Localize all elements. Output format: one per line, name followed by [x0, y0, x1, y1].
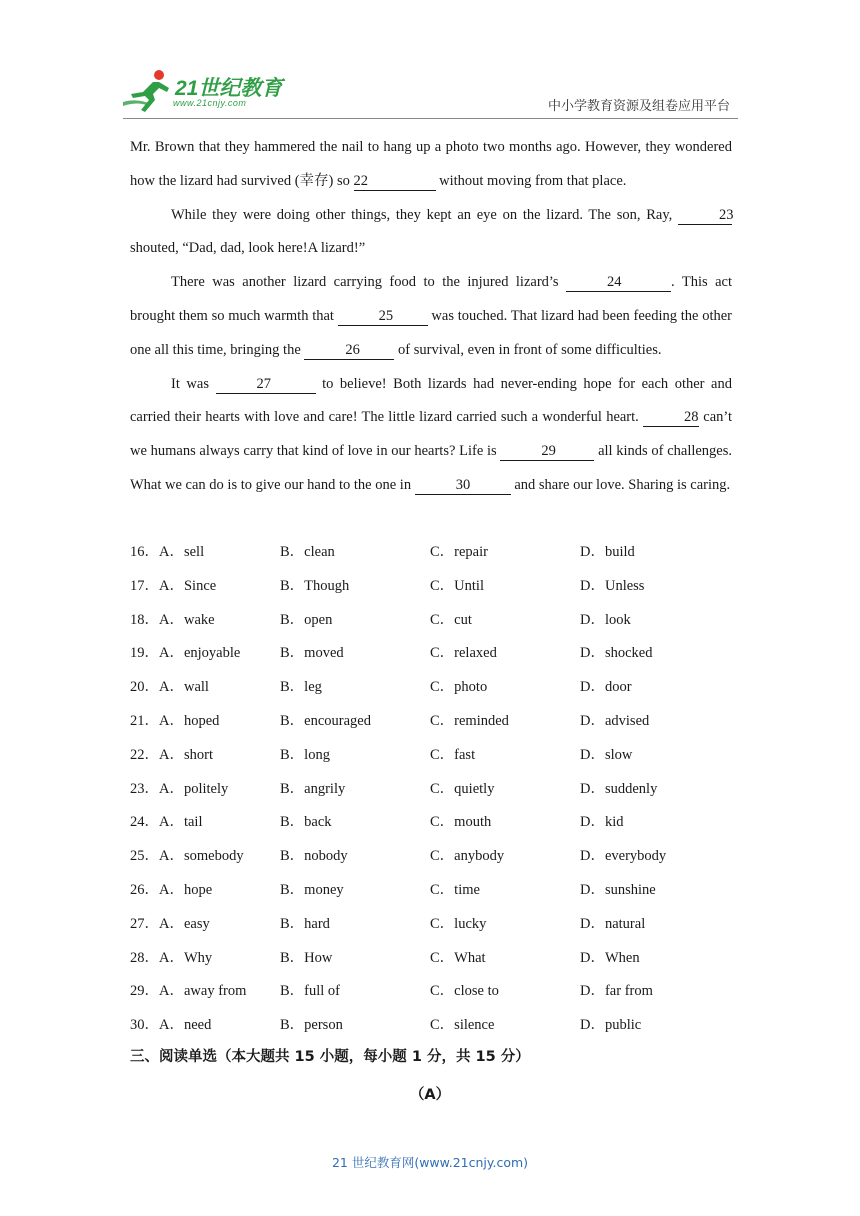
text: of survival, even in front of some difficulties. [394, 341, 662, 358]
question-row [130, 536, 732, 570]
question-option-b: B．money [280, 881, 344, 898]
text: can’t we humans always carry that kind of love in our hearts? Life is [130, 409, 733, 460]
runner-icon [123, 68, 175, 114]
question-options [130, 536, 732, 1043]
question-option-a: 24．A．tail [130, 814, 203, 831]
question-option-d: D．suddenly [580, 780, 658, 797]
question-option-b: B．open [280, 611, 333, 628]
question-option-a: 28．A．Why [130, 949, 213, 966]
question-option-c: C．Until [430, 577, 484, 594]
question-option-c: C．time [430, 881, 480, 898]
question-row [130, 637, 732, 671]
text: It was [171, 375, 216, 392]
question-option-a: 25．A．somebody [130, 848, 244, 865]
question-row [130, 874, 732, 908]
blank-23: 23 [678, 206, 732, 225]
question-row [130, 1009, 732, 1043]
logo-url: www.21cnjy.com [173, 98, 247, 108]
question-option-a: 16．A．sell [130, 544, 205, 560]
question-row [130, 773, 732, 807]
question-option-c: C．silence [430, 1017, 495, 1034]
question-option-d: D．natural [580, 915, 646, 932]
text: There was another lizard carrying food to the injured lizard’s [171, 274, 567, 291]
question-option-c: C．What [430, 949, 486, 966]
question-option-b: B．clean [280, 544, 335, 560]
question-option-d: D．public [580, 1017, 642, 1034]
text: all kinds of challenges. What we can do is to give our hand to the one in [130, 443, 733, 493]
question-option-b: B．nobody [280, 848, 348, 865]
section-subtitle: （A） [409, 1087, 451, 1103]
text: without moving from that place. [435, 172, 627, 189]
question-option-d: D．slow [580, 746, 633, 763]
passage [130, 131, 732, 503]
question-option-a: 21．A．hoped [130, 712, 220, 729]
question-option-a: 20．A．wall [130, 679, 209, 696]
logo [123, 68, 303, 118]
text: to believe! Both lizards had never-ending hope for each other and carried their hearts with love and care! The little lizard carried such a wonderful heart. [130, 375, 732, 426]
page-header [0, 0, 860, 125]
question-option-c: C．lucky [430, 915, 487, 932]
blank-26: 26 [304, 341, 394, 360]
question-option-d: D．sunshine [580, 881, 656, 898]
blank-27: 27 [216, 375, 316, 394]
question-option-d: D．door [580, 679, 632, 696]
question-option-b: B．long [280, 746, 330, 763]
question-option-a: 23．A．politely [130, 780, 229, 797]
question-row [130, 908, 732, 942]
question-row [130, 975, 732, 1009]
question-row [130, 806, 732, 840]
question-row [130, 840, 732, 874]
question-row [130, 671, 732, 705]
question-row [130, 739, 732, 773]
question-option-a: 26．A．hope [130, 881, 213, 898]
question-option-c: C．fast [430, 746, 476, 763]
question-option-d: D．shocked [580, 645, 653, 662]
question-option-c: C．reminded [430, 712, 509, 729]
question-row [130, 942, 732, 976]
question-option-d: D．When [580, 949, 640, 966]
question-option-b: B．Though [280, 577, 350, 594]
paragraph-4 [130, 368, 732, 503]
question-option-b: B．encouraged [280, 712, 371, 729]
blank-29: 29 [500, 442, 594, 461]
paragraph-1 [130, 131, 732, 199]
paragraph-3 [130, 266, 732, 367]
question-option-b: B．How [280, 949, 333, 966]
paragraph-2 [130, 199, 732, 267]
question-option-d: D．kid [580, 814, 624, 831]
question-option-b: B．moved [280, 645, 344, 662]
section-title: 三、阅读单选（本大题共 15 小题，每小题 1 分，共 15 分） [130, 1049, 530, 1065]
blank-30: 30 [415, 476, 511, 495]
question-option-c: C．quietly [430, 780, 495, 797]
platform-title: 中小学教育资源及组卷应用平台 [547, 99, 730, 114]
question-row [130, 570, 732, 604]
question-option-c: C．cut [430, 611, 472, 628]
blank-24: 24 [566, 273, 671, 292]
question-option-d: D．look [580, 611, 631, 628]
question-option-c: C．relaxed [430, 645, 497, 662]
question-option-a: 17．A．Since [130, 577, 217, 594]
question-option-d: D．advised [580, 712, 650, 729]
question-option-a: 27．A．easy [130, 915, 210, 932]
question-option-c: C．photo [430, 679, 488, 696]
logo-text: 21世纪教育 [175, 77, 283, 100]
question-option-b: B．back [280, 814, 332, 831]
text: . This act brought them so much warmth that [130, 274, 732, 324]
question-option-d: D．Unless [580, 577, 645, 594]
question-row [130, 705, 732, 739]
question-option-a: 29．A．away from [130, 983, 247, 1000]
question-option-b: B．hard [280, 915, 330, 932]
text: was touched. That lizard had been feeding the other one all this time, bringing the [130, 307, 732, 358]
question-option-d: D．everybody [580, 848, 667, 865]
question-option-c: C．anybody [430, 848, 505, 865]
question-option-b: B．full of [280, 983, 341, 1000]
question-option-c: C．repair [430, 544, 488, 560]
blank-28: 28 [643, 408, 699, 427]
question-option-a: 19．A．enjoyable [130, 645, 241, 662]
header-divider [123, 118, 738, 119]
question-option-b: B．leg [280, 679, 322, 696]
question-option-b: B．angrily [280, 780, 346, 797]
question-option-d: D．build [580, 544, 635, 560]
question-option-b: B．person [280, 1017, 343, 1034]
blank-25: 25 [338, 307, 428, 326]
question-option-c: C．mouth [430, 814, 492, 831]
question-option-a: 22．A．short [130, 746, 213, 763]
question-row [130, 604, 732, 638]
question-option-a: 30．A．need [130, 1017, 212, 1034]
text: and share our love. Sharing is caring. [510, 476, 731, 493]
question-option-a: 18．A．wake [130, 611, 215, 628]
text: shouted, “Dad, dad, look here!A lizard!” [130, 240, 366, 257]
question-option-d: D．far from [580, 983, 653, 1000]
question-option-c: C．close to [430, 983, 499, 1000]
text: While they were doing other things, they kept an eye on the lizard. The son, Ray, [171, 206, 678, 223]
text: Mr. Brown that they hammered the nail to hang up a photo two months ago. However, they wondered how the lizard had survived (幸存) so [130, 139, 732, 189]
blank-22: 22 [354, 172, 436, 191]
page-footer: 21 世纪教育网(www.21cnjy.com) [331, 1155, 529, 1170]
